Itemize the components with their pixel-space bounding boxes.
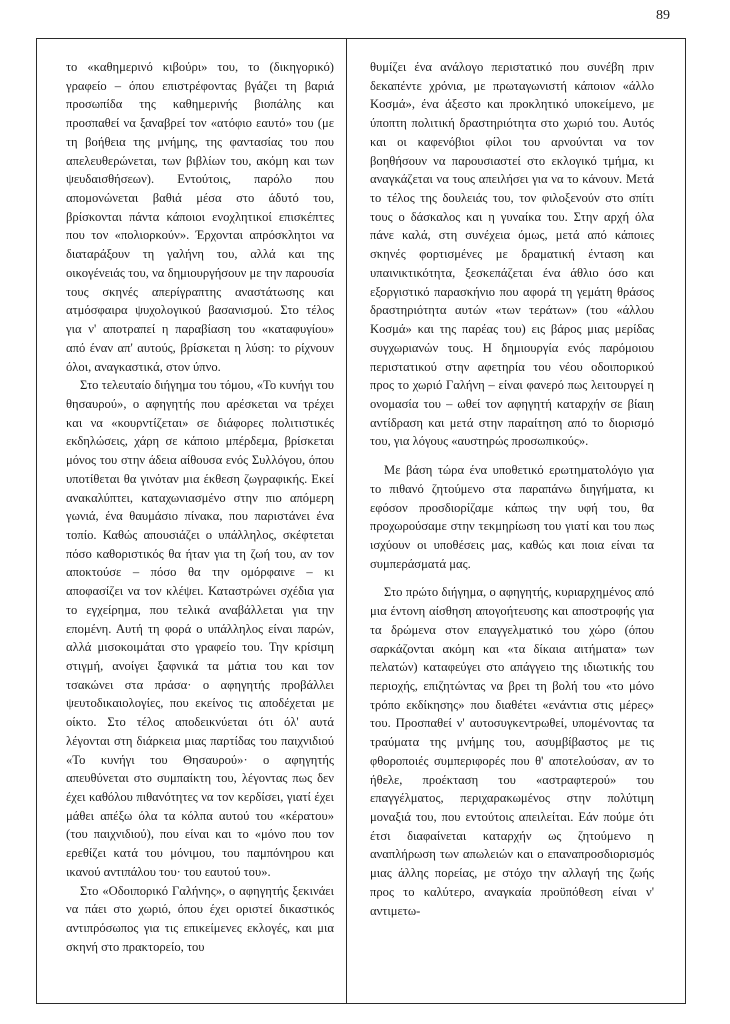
paragraph: θυμίζει ένα ανάλογο περιστατικό που συνέβη πριν δεκαπέντε χρόνια, με πρωταγωνιστή κάποιον «άλλο Κοσμά», ένα άξεστο και προκλητικό υποκείμενο, με ύποπτη πολιτική δραστηριότητα στο χωριό του. Αυτός και οι καφενόβιοι φίλοι του αρνούνται να τον βοηθήσουν να παρουσιαστεί στο εκλογικό τμήμα, κι αναγκάζεται να τους απειλήσει για να το κάνουν. Μετά το τέλος της δουλειάς του, τον φιλοξενούν στο σπίτι τους ο δάσκαλος και η γυναίκα του. Στην αρχή όλα πάνε καλά, στη συνέχεια όμως, μετά από κάποιες σκηνές φορτισμένες με δραματική ένταση και υπαινικτικότητα, ξεσκεπάζεται ένα άθλιο όσο και εξοργιστικό παρασκήνιο που αφορά τη γεμάτη θράσος δραστηριότητα αυτών «των τεράτων» (του «άλλου Κοσμά» και της παρέας του) εις βάρος μιας μερίδας συγχωριανών τους. Η δημιουργία ενός παρόμοιου περιστατικού στην αφετηρία του νέου οδοιπορικού προς το χωριό Γαλήνη – είναι φανερό πως λειτουργεί η ονομασία του – ωθεί τον αφηγητή καταρχήν σε βίαιη αντίδραση και μετά στην παραίτηση από το διορισμό του, για λόγους «αυστηρώς προσωπικούς». xyxy=(370,60,654,449)
right-column xyxy=(370,58,654,920)
paragraph: Στο πρώτο διήγημα, ο αφηγητής, κυριαρχημένος από μια έντονη αίσθηση απογοήτευσης και αποστροφής για τα δρώμενα στον επαγγελματικό του χώρο (όπου σαρκάζονται ακόμη και «τα δίκαια αιτήματα» των πελατών) καταφεύγει στο απάγγειο της ιδιωτικής του περιοχής, επιζητώντας να βρει τη βολή του «το μόνο τρόπο εκδίκησης» που διαθέτει «ενάντια στις μέρες» του. Προσπαθεί ν' αυτοσυγκεντρωθεί, υπομένοντας τα τραύματα της μνήμης του, ασυμβίβαστος με τις φθοροποιές συμπεριφορές που θ' αποτελούσαν, αν το ήθελε, προέκταση του «αστραφτερού» του επαγγέλματος, περιχαρακωμένος στην πολύτιμη μοναξιά του, που εντούτοις απειλείται. Εάν πούμε ότι έτσι διαφαίνεται καταρχήν ως ζητούμενο η αναπλήρωση των απωλειών και ο επαναπροσδιορισμός μιας άλλης πορείας, με στόχο την αλλαγή της ζωής προς το καλύτερο, αναγκαία προϋπόθεση είναι ν' αντιμετω- xyxy=(370,585,654,918)
paragraph: το «καθημερινό κιβούρι» του, το (δικηγορικό) γραφείο – όπου επιστρέφοντας βγάζει τη βαριά προσωπίδα της καθημερινής βιοπάλης και προσπαθεί να ξαναβρεί τον «ατόφιο εαυτό» του (με τη βοήθεια της μνήμης, της φαντασίας του που απελευθερώνεται, των βιβλίων του, ακόμη και των ψευδαισθήσεων). Εντούτοις, παρόλο που απομονώνεται βαθιά μέσα στο άδυτό του, βρίσκονται πάντα κάποιοι ενοχλητικοί επισκέπτες που τον «πολιορκούν». Έρχονται απρόσκλητοι να διαταράξουν τη γαλήνη του, αλλά και της οικογένειάς του, να δημιουργήσουν με την παρουσία τους σκηνές απερίγραπτης αναστάτωσης και ατμόσφαιρα ψυχολογικού βασανισμού. Στο τέλος για ν' αποτραπεί η παραβίαση του «καταφυγίου» από έναν απ' αυτούς, βρίσκεται η λύση: το ρίχνουν όλοι, αναγκαστικά, στον ύπνο. xyxy=(66,60,334,374)
page-number: 89 xyxy=(656,8,670,23)
paragraph: Στο «Οδοιπορικό Γαλήνης», ο αφηγητής ξεκινάει να πάει στο χωριό, όπου έχει οριστεί δικαστικός αντιπρόσωπος για τις επικείμενες εκλογές, και μια σκηνή στο πρακτορείο, του xyxy=(66,883,334,954)
left-column xyxy=(66,58,334,957)
paragraph: Στο τελευταίο διήγημα του τόμου, «Το κυνήγι του θησαυρού», ο αφηγητής που αρέσκεται να τρέχει και να «κουρντίζεται» σε διάφορες πολιτιστικές εκδηλώσεις, χάρη σε κάποιο μπέρδεμα, βρίσκεται μόνος του στην άδεια αίθουσα ενός Συλλόγου, όπου υποτίθεται θα γινόταν μια έκθεση ζωγραφικής. Εκεί ανακαλύπτει, καταχωνιασμένο στην πιο απόμερη γωνιά, ένα θαυμάσιο πίνακα, που παριστάνει ένα τοπίο. Καθώς απουσιάζει ο υπάλληλος, σκέφτεται πόσο καθοριστικός θα ήταν για τη ζωή του, αν τον αποκτούσε – πόσο θα την ομόρφαινε – κι αποφασίζει να τον κλέψει. Καταστρώνει σχέδια για το εγχείρημα, που τελικά αναβάλλεται για την επομένη. Αυτή τη φορά ο υπάλληλος είναι παρών, αλλά μισοκοιμάται στο γραφείο του. Την κρίσιμη στιγμή, ανοίγει ξαφνικά τα μάτια του και τον τσακώνει στα πράσα· ο αφηγητής προβάλλει ψευτοδικαιολογίες, που εκείνος τις αποδέχεται με οίκτο. Στο τέλος αποδεικνύεται ότι όλ' αυτά λέγονται στη διάρκεια μιας παρτίδας του παιχνιδιού «Το κυνήγι του Θησαυρού»· ο αφηγητής απευθύνεται στο συμπαίκτη του, λέγοντας πως δεν έχει καθόλου πιθανότητες να τον κερδίσει, γιατί έχει μάθει απέξω όλα τα κόλπα αυτού του «κέρατου» (του παιχνιδιού), που είναι και το «μόνο που τον ερεθίζει κατά του μόνιμου, του παμπόνηρου και ικανού αντιπάλου του· του εαυτού του». xyxy=(66,378,334,879)
column-divider xyxy=(346,38,347,1004)
paragraph: Με βάση τώρα ένα υποθετικό ερωτηματολόγιο για το πιθανό ζητούμενο στα παραπάνω διηγήματα, κι εφόσον προσδιορίζαμε κάπως την υφή του, θα προχωρούσαμε στην τεκμηρίωση του γιατί και του πως ισχύουν οι υποθέσεις μας, καθώς και ποια είναι τα συμπεράσματά μας. xyxy=(370,463,654,571)
